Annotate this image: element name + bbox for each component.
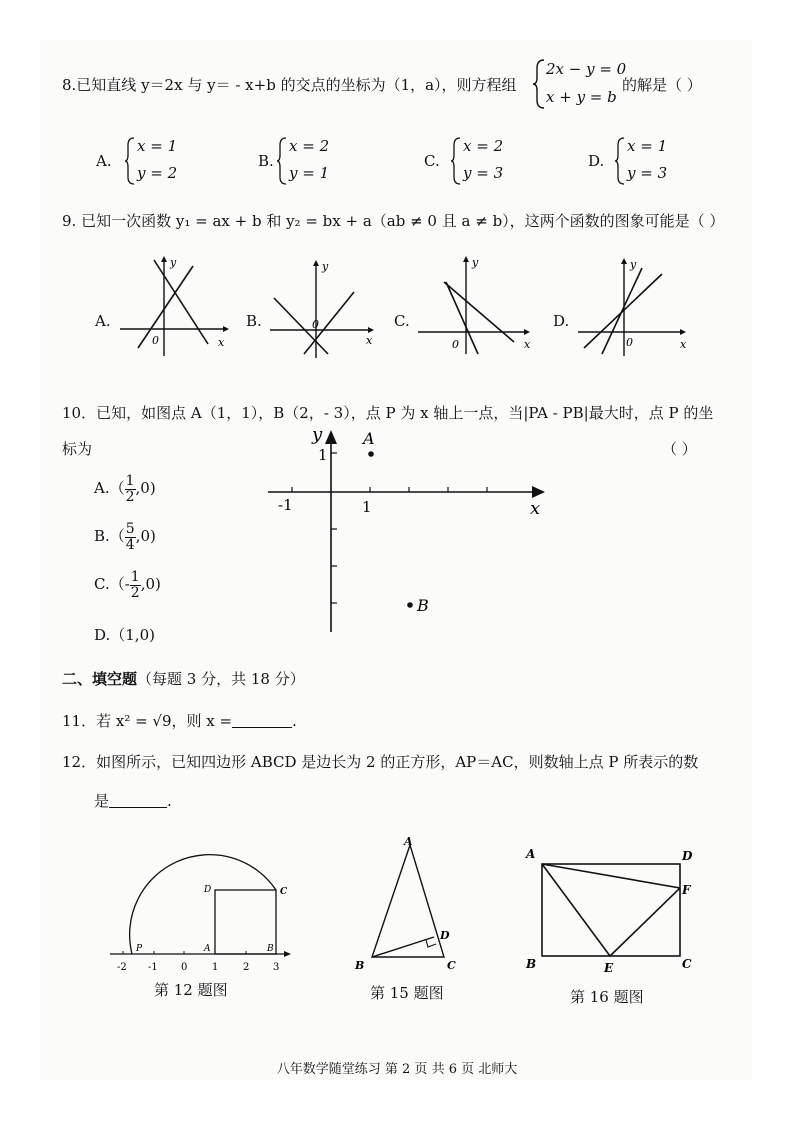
fig12-label-d: D <box>204 885 212 895</box>
q8-option-c-label: C. <box>424 152 440 170</box>
q10-x-label: x <box>530 498 541 519</box>
q10-x-one-label: 1 <box>362 498 372 516</box>
q8-option-b-brace <box>276 136 288 186</box>
q10-text-line2: 标为 <box>62 440 93 458</box>
q12-answer-blank[interactable] <box>109 793 167 808</box>
fig12-label-b: B <box>267 944 274 954</box>
q9-graph-c-y-label: y <box>472 256 479 269</box>
q10-x-axis-arrow <box>532 486 545 498</box>
fig16-label-b: B <box>526 957 537 971</box>
q11-answer-blank[interactable] <box>232 713 292 728</box>
q10-option-a-tail: ,0) <box>135 479 156 498</box>
q12-text-line1: 12．如图所示，已知四边形 ABCD 是边长为 2 的正方形，AP＝AC，则数轴上点 P 所表示的数 <box>62 753 699 771</box>
q10-point-a-label: A <box>363 429 375 448</box>
q8-option-d-label: D. <box>588 152 605 170</box>
q9-graph-d-y-label: y <box>630 258 637 271</box>
q8-option-c-eq2: y = 3 <box>463 164 504 182</box>
fig15-triangle-figure <box>352 835 462 975</box>
q12-text-after: . <box>167 792 172 810</box>
fig16-label-e: E <box>604 961 614 975</box>
fig16-label-d: D <box>682 849 693 863</box>
q10-option-c[interactable] <box>94 570 161 600</box>
q9-graph-b-x-label: x <box>366 334 373 347</box>
q8-option-a-eq2: y = 2 <box>137 164 178 182</box>
q10-point-a <box>368 451 374 457</box>
q8-option-c-brace <box>450 136 462 186</box>
q8-system-brace <box>532 58 546 110</box>
q9-graph-b <box>268 258 380 362</box>
fig15-right-angle <box>426 940 436 947</box>
fig12-arc <box>130 855 276 954</box>
q10-option-c-tail: ,0) <box>140 575 161 594</box>
q9-graph-c <box>416 254 536 358</box>
q10-answer-paren: （ ） <box>662 440 697 458</box>
fig16-rectangle-figure <box>520 842 700 974</box>
q10-text-line1: 10．已知，如图点 A（1，1），B（2，- 3），点 P 为 x 轴上一点，当|PA - PB|最大时，点 P 的坐 <box>62 404 714 422</box>
fig12-label-a: A <box>204 944 211 954</box>
q8-system-eq1: 2x − y = 0 <box>546 60 627 78</box>
q9-graph-b-line1 <box>274 298 328 354</box>
fig16-segment-ae <box>542 864 610 956</box>
q10-option-a-label: A.（ <box>94 479 125 498</box>
q8-option-d-brace <box>614 136 626 186</box>
q9-graph-b-origin: 0 <box>312 318 319 331</box>
fig12-tick-2: 2 <box>243 962 250 973</box>
fig16-rectangle <box>542 864 680 956</box>
q11-text-after: . <box>292 712 297 730</box>
q10-option-d-label: D.（1,0) <box>94 626 155 644</box>
q10-option-b[interactable] <box>94 522 156 552</box>
q9-graph-a-x-label: x <box>218 336 225 349</box>
fig12-tick-0: 0 <box>181 962 188 973</box>
q9-option-a-label: A. <box>95 312 111 330</box>
q9-option-d-label: D. <box>553 312 570 330</box>
q9-graph-d-x-label: x <box>680 338 687 351</box>
q8-option-a-brace <box>124 136 136 186</box>
fig16-segment-ef <box>610 888 680 956</box>
q12-text-line2 <box>94 792 172 810</box>
q9-graph-c-x-label: x <box>524 338 531 351</box>
fig15-altitude <box>372 937 434 957</box>
q8-option-d-eq1: x = 1 <box>627 137 668 155</box>
q8-option-a-label: A. <box>96 152 112 170</box>
q8-option-c-eq1: x = 2 <box>463 137 504 155</box>
fig15-label-d: D <box>440 929 450 942</box>
q10-point-b-label: B <box>417 596 429 615</box>
q9-graph-a-origin: 0 <box>152 334 159 347</box>
fig16-caption: 第 16 题图 <box>570 988 644 1006</box>
q9-graph-d-line2 <box>602 268 642 354</box>
fig12-tick-3: 3 <box>273 962 280 973</box>
q10-option-a-fraction: $\frac{1}{2}$ <box>125 473 135 505</box>
q8-text: 8.已知直线 y＝2x 与 y＝ - x+b 的交点的坐标为（1，a），则方程组 <box>62 76 517 94</box>
q10-graph <box>262 422 562 638</box>
q9-graph-c-line1 <box>444 282 514 342</box>
fig16-label-a: A <box>526 847 536 861</box>
q9-graph-b-y-label: y <box>322 260 329 273</box>
q10-option-b-tail: ,0) <box>135 527 156 546</box>
q9-option-b-label: B. <box>246 312 262 330</box>
q10-option-b-fraction: $\frac{5}{4}$ <box>125 521 135 553</box>
q8-option-b-eq2: y = 1 <box>289 164 330 182</box>
q11-text <box>62 712 297 730</box>
q10-option-d[interactable] <box>94 624 155 645</box>
q8-option-a-eq1: x = 1 <box>137 137 178 155</box>
fig12-label-c: C <box>280 887 288 897</box>
fig12-number-line-figure <box>108 858 298 974</box>
fig12-tick-neg2: -2 <box>117 962 127 973</box>
fig15-label-b: B <box>355 959 365 972</box>
q9-graph-a-line2 <box>154 260 208 344</box>
q10-y-axis-arrow <box>325 430 337 444</box>
q8-option-d-eq2: y = 3 <box>627 164 668 182</box>
q10-point-b <box>407 602 413 608</box>
q10-option-c-fraction: $\frac{1}{2}$ <box>130 569 140 601</box>
q9-graph-d <box>576 256 692 360</box>
fig16-segment-af <box>542 864 680 888</box>
fig15-caption: 第 15 题图 <box>370 984 444 1002</box>
fig15-triangle <box>372 845 444 957</box>
q9-graph-a <box>118 256 230 360</box>
section-2-title <box>62 670 305 688</box>
q10-x-neg-one-label: -1 <box>278 496 293 514</box>
q8-option-b-eq1: x = 2 <box>289 137 330 155</box>
fig15-label-a: A <box>404 835 413 848</box>
q9-option-c-label: C. <box>394 312 410 330</box>
q9-graph-c-line2 <box>446 282 478 354</box>
fig16-label-c: C <box>682 957 692 971</box>
q10-y-label: y <box>312 424 323 445</box>
section-2-title-text: 二、填空题 <box>62 670 138 688</box>
q12-text-before: 是 <box>94 792 110 810</box>
q9-graph-a-y-label: y <box>170 256 177 269</box>
q9-graph-d-origin: 0 <box>626 336 633 349</box>
q8-text-after: 的解是（ ） <box>622 76 702 94</box>
q9-graph-c-origin: 0 <box>452 338 459 351</box>
q10-option-a[interactable] <box>94 474 156 504</box>
q10-option-b-label: B.（ <box>94 527 125 546</box>
fig16-label-f: F <box>682 883 691 897</box>
q8-option-b-label: B. <box>258 152 274 170</box>
section-2-note: （每题 3 分，共 18 分） <box>137 670 305 688</box>
page-footer: 八年数学随堂练习 第 2 页 共 6 页 北师大 <box>276 1062 518 1077</box>
q9-text: 9. 已知一次函数 y₁ = ax + b 和 y₂ = bx + a（ab ≠ 0 且 a ≠ b），这两个函数的图象可能是（ ） <box>62 212 725 230</box>
q10-y-one-label: 1 <box>318 446 328 464</box>
q8-system-eq2: x + y = b <box>546 88 617 106</box>
fig12-caption: 第 12 题图 <box>154 981 228 999</box>
fig12-tick-neg1: -1 <box>148 962 158 973</box>
fig12-tick-1: 1 <box>212 962 219 973</box>
fig12-label-p: P <box>136 944 143 954</box>
fig15-label-c: C <box>447 959 456 972</box>
q11-text-before: 11．若 x² = √9，则 x = <box>62 712 233 730</box>
q9-graph-d-line1 <box>584 274 662 348</box>
q10-option-c-label: C.（- <box>94 575 130 594</box>
